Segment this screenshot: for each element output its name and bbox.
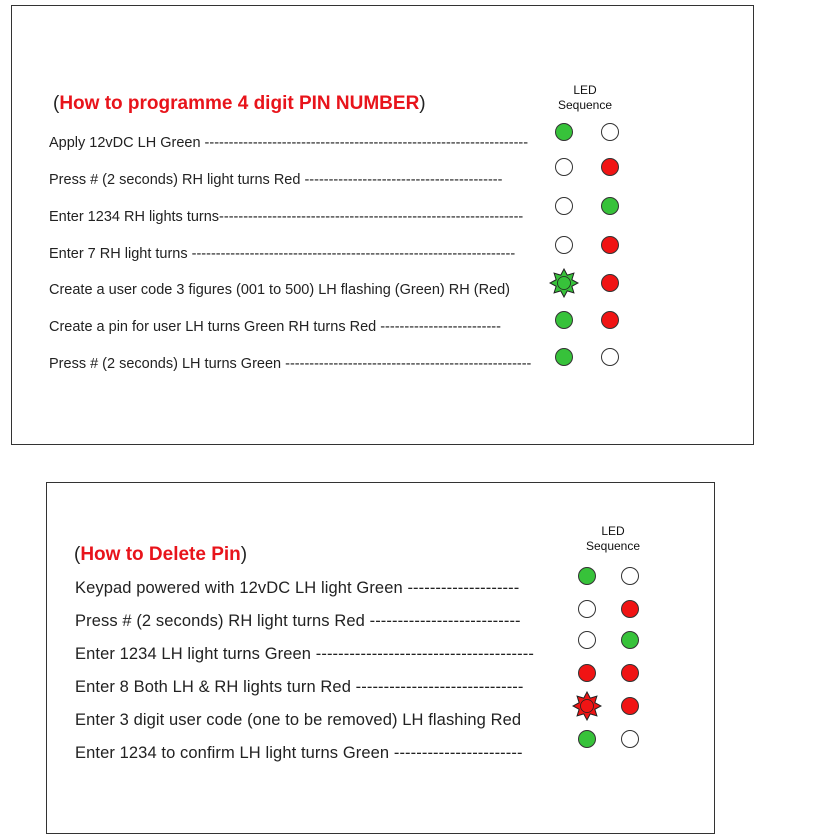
lh-led-off-icon (578, 631, 596, 649)
step-text: Create a user code 3 figures (001 to 500) LH flashing (Green) RH (Red) (49, 282, 510, 298)
rh-led-red-icon (621, 600, 639, 618)
step-text: Enter 7 RH light turns ------------------------------------------------------------------- (49, 246, 516, 262)
rh-led-red-icon (601, 158, 619, 176)
lh-led-red-icon (578, 664, 596, 682)
lh-led-off-icon (578, 600, 596, 618)
lh-led-green-icon (578, 730, 596, 748)
rh-led-red-icon (601, 236, 619, 254)
rh-led-red-icon (601, 274, 619, 292)
lh-led-green-flashing-icon (549, 268, 579, 298)
rh-led-red-icon (601, 311, 619, 329)
lh-led-off-icon (555, 197, 573, 215)
step-text: Press # (2 seconds) RH light turns Red --------------------------- (75, 612, 521, 630)
lh-led-green-icon (555, 311, 573, 329)
rh-led-green-icon (601, 197, 619, 215)
step-text: Create a pin for user LH turns Green RH turns Red ------------------------- (49, 319, 501, 335)
led-sequence-legend: LED Sequence (557, 83, 613, 112)
programme-title: (How to programme 4 digit PIN NUMBER) (53, 93, 426, 114)
rh-led-off-icon (601, 123, 619, 141)
led-sequence-legend: LED Sequence (585, 524, 641, 553)
programme-pin-panel (11, 5, 754, 445)
lh-led-green-icon (555, 123, 573, 141)
rh-led-off-icon (601, 348, 619, 366)
delete-title: (How to Delete Pin) (74, 544, 248, 565)
rh-led-red-icon (621, 697, 639, 715)
lh-led-red-flashing-icon (572, 691, 602, 721)
programme-title-text: How to programme 4 digit PIN NUMBER (59, 93, 420, 114)
delete-pin-panel (46, 482, 715, 834)
step-text: Press # (2 seconds) LH turns Green --------------------------------------------------- (49, 356, 532, 372)
lh-led-off-icon (555, 236, 573, 254)
rh-led-off-icon (621, 567, 639, 585)
step-text: Enter 3 digit user code (one to be removed) LH flashing Red (75, 711, 522, 729)
step-text: Keypad powered with 12vDC LH light Green -------------------- (75, 579, 520, 597)
rh-led-red-icon (621, 664, 639, 682)
rh-led-off-icon (621, 730, 639, 748)
step-text: Apply 12vDC LH Green ------------------------------------------------------------------- (49, 135, 529, 151)
lh-led-green-icon (578, 567, 596, 585)
step-text: Enter 1234 LH light turns Green --------------------------------------- (75, 645, 534, 663)
step-text: Enter 8 Both LH & RH lights turn Red ------------------------------ (75, 678, 524, 696)
delete-title-text: How to Delete Pin (80, 544, 241, 565)
step-text: Press # (2 seconds) RH light turns Red ----------------------------------------- (49, 172, 503, 188)
step-text: Enter 1234 RH lights turns--------------------------------------------------------------- (49, 209, 524, 225)
rh-led-green-icon (621, 631, 639, 649)
lh-led-green-icon (555, 348, 573, 366)
step-text: Enter 1234 to confirm LH light turns Green ----------------------- (75, 744, 523, 762)
lh-led-off-icon (555, 158, 573, 176)
